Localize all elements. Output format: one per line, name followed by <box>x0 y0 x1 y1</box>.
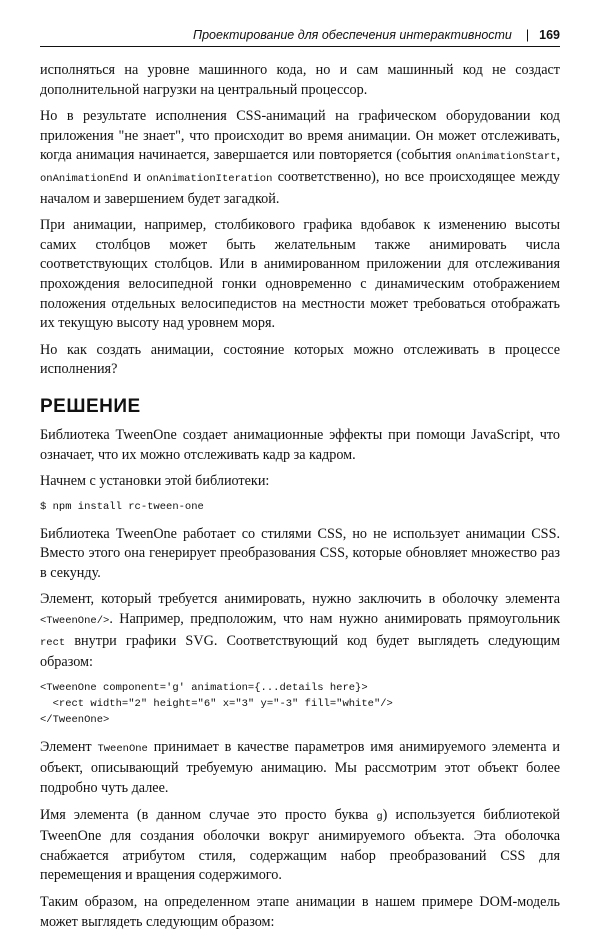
code-block-tweenone <box>40 680 560 728</box>
paragraph-3: При анимации, например, столбикового графика вдобавок к изменению высоты самих столбцов может быть желательным также анимировать числа соответствующих столбцов. Или в анимированном приложении для отслеживания прохождения велосипедной гонки одновременно с динамическим отображением положения отдельных велосипедистов на местности может требоваться отображать их текущую высоту над уровнем моря. <box>40 217 560 332</box>
code-line: <rect width="2" height="6" x="3" y="-3" fill="white"/> <box>40 697 393 710</box>
running-title: Проектирование для обеспечения интерактивности <box>193 28 512 42</box>
code-line: </TweenOne> <box>40 713 110 726</box>
text: внутри графики SVG. Соответствующий код будет выглядеть следующим образом: <box>40 632 560 671</box>
paragraph-2 <box>40 107 560 209</box>
text: Но в результате исполнения CSS-анимаций на графическом оборудовании код приложения "не знает", что происходит во время анимации. Он может отслеживать, когда анимация начинается, завершается или повторяется (события <box>40 108 560 164</box>
section-heading: РЕШЕНИЕ <box>40 395 141 417</box>
code-line: <TweenOne component='g' animation={...details here}> <box>40 681 368 694</box>
text: Элемент, который требуется анимировать, нужно заключить в оболочку элемента <box>40 591 560 608</box>
text: ) используется библиотекой TweenOne для создания оболочки вокруг анимируемого объекта. Эта оболочка снабжается атрибутом стиля, содержащим набор преобразований CSS для перемещения и вращения содержимого. <box>40 806 560 884</box>
paragraph-1: исполняться на уровне машинного кода, но и сам машинный код не создаст дополнительной нагрузки на центральный процессор. <box>40 62 560 98</box>
running-header <box>40 28 560 47</box>
paragraph-7: Библиотека TweenOne работает со стилями CSS, но не использует анимации CSS. Вместо этого она генерирует преобразования CSS, которые обновляет множество раз в секунду. <box>40 525 560 581</box>
inline-code: g <box>376 810 383 823</box>
text: Элемент <box>40 738 98 755</box>
paragraph-10 <box>40 806 560 886</box>
inline-code: TweenOne <box>97 742 148 755</box>
paragraph-6: Начнем с установки этой библиотеки: <box>40 473 270 490</box>
paragraph-4: Но как создать анимации, состояние которых можно отслеживать в процессе исполнения? <box>40 341 560 378</box>
text: соответственно), но все происходящее между началом и завершением будет загадкой. <box>40 168 560 207</box>
header-separator: | <box>525 28 530 42</box>
inline-code: onAnimationEnd <box>40 172 129 185</box>
paragraph-5: Библиотека TweenOne создает анимационные эффекты при помощи JavaScript, что означает, что их можно отслеживать кадр за кадром. <box>40 426 560 463</box>
text: . Например, предположим, что нам нужно анимировать прямоугольник <box>109 611 560 628</box>
paragraph-8 <box>40 590 560 672</box>
text: и <box>128 168 147 185</box>
code-block-install: $ npm install rc-tween-one <box>40 500 204 513</box>
inline-code: onAnimationIteration <box>146 172 273 185</box>
paragraph-9 <box>40 738 560 799</box>
inline-code: rect <box>40 636 66 649</box>
paragraph-11: Таким образом, на определенном этапе анимации в нашем примере DOM-модель может выглядеть следующим образом: <box>40 894 560 930</box>
page-number: 169 <box>539 28 560 42</box>
text: Имя элемента (в данном случае это просто буква <box>40 806 377 823</box>
inline-code: <TweenOne/> <box>40 615 110 628</box>
inline-code: onAnimationStart <box>455 151 557 164</box>
text: , <box>556 147 560 164</box>
text: принимает в качестве параметров имя анимируемого элемента и объект, описывающий требуемую анимацию. Мы рассмотрим этот объект более подробно чуть далее. <box>40 738 560 797</box>
